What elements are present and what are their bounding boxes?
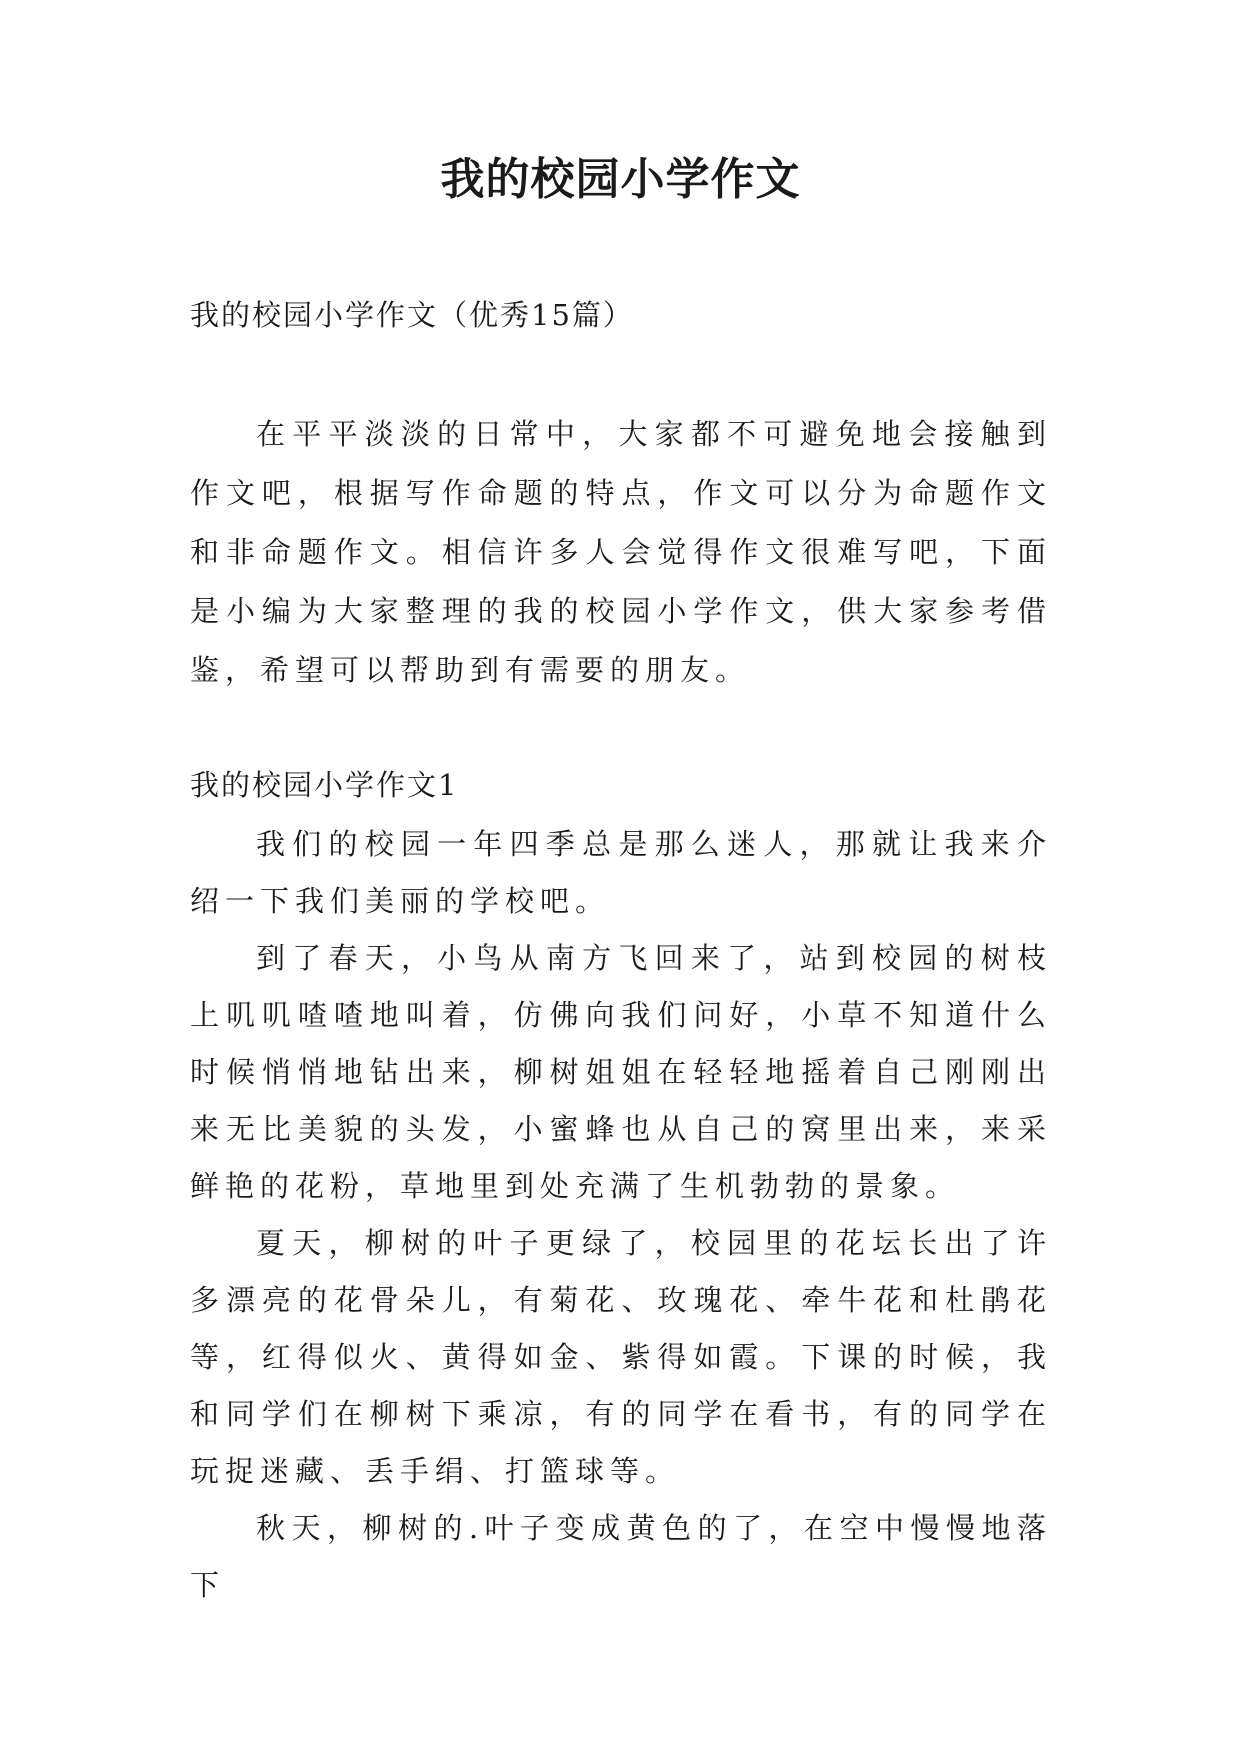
body-paragraph: 到了春天，小鸟从南方飞回来了，站到校园的树枝上叽叽喳喳地叫着，仿佛向我们问好，小草不知道什么时候悄悄地钻出来，柳树姐姐在轻轻地摇着自己刚刚出来无比美貌的头发，小蜜蜂也从自己的窝里出来，来采鲜艳的花粉，草地里到处充满了生机勃勃的景象。 [190,941,1052,1203]
body-paragraph: 我们的校园一年四季总是那么迷人，那就让我来介绍一下我们美丽的学校吧。 [190,827,1052,918]
body-paragraph: 秋天，柳树的.叶子变成黄色的了，在空中慢慢地落下 [190,1511,1052,1602]
document-title: 我的校园小学作文 [440,154,801,205]
essay-body [190,816,1052,1614]
intro-paragraph: 在平平淡淡的日常中，大家都不可避免地会接触到作文吧，根据写作命题的特点，作文可以分为命题作文和非命题作文。相信许多人会觉得作文很难写吧，下面是小编为大家整理的我的校园小学作文，供大家参考借鉴，希望可以帮助到有需要的朋友。 [190,417,1052,687]
document-subtitle: 我的校园小学作文（优秀15篇） [190,298,634,332]
section-heading: 我的校园小学作文1 [190,768,459,802]
body-paragraph: 夏天，柳树的叶子更绿了，校园里的花坛长出了许多漂亮的花骨朵儿，有菊花、玫瑰花、牵牛花和杜鹃花等，红得似火、黄得如金、紫得如霞。下课的时候，我和同学们在柳树下乘凉，有的同学在看书，有的同学在玩捉迷藏、丢手绢、打篮球等。 [190,1226,1052,1488]
